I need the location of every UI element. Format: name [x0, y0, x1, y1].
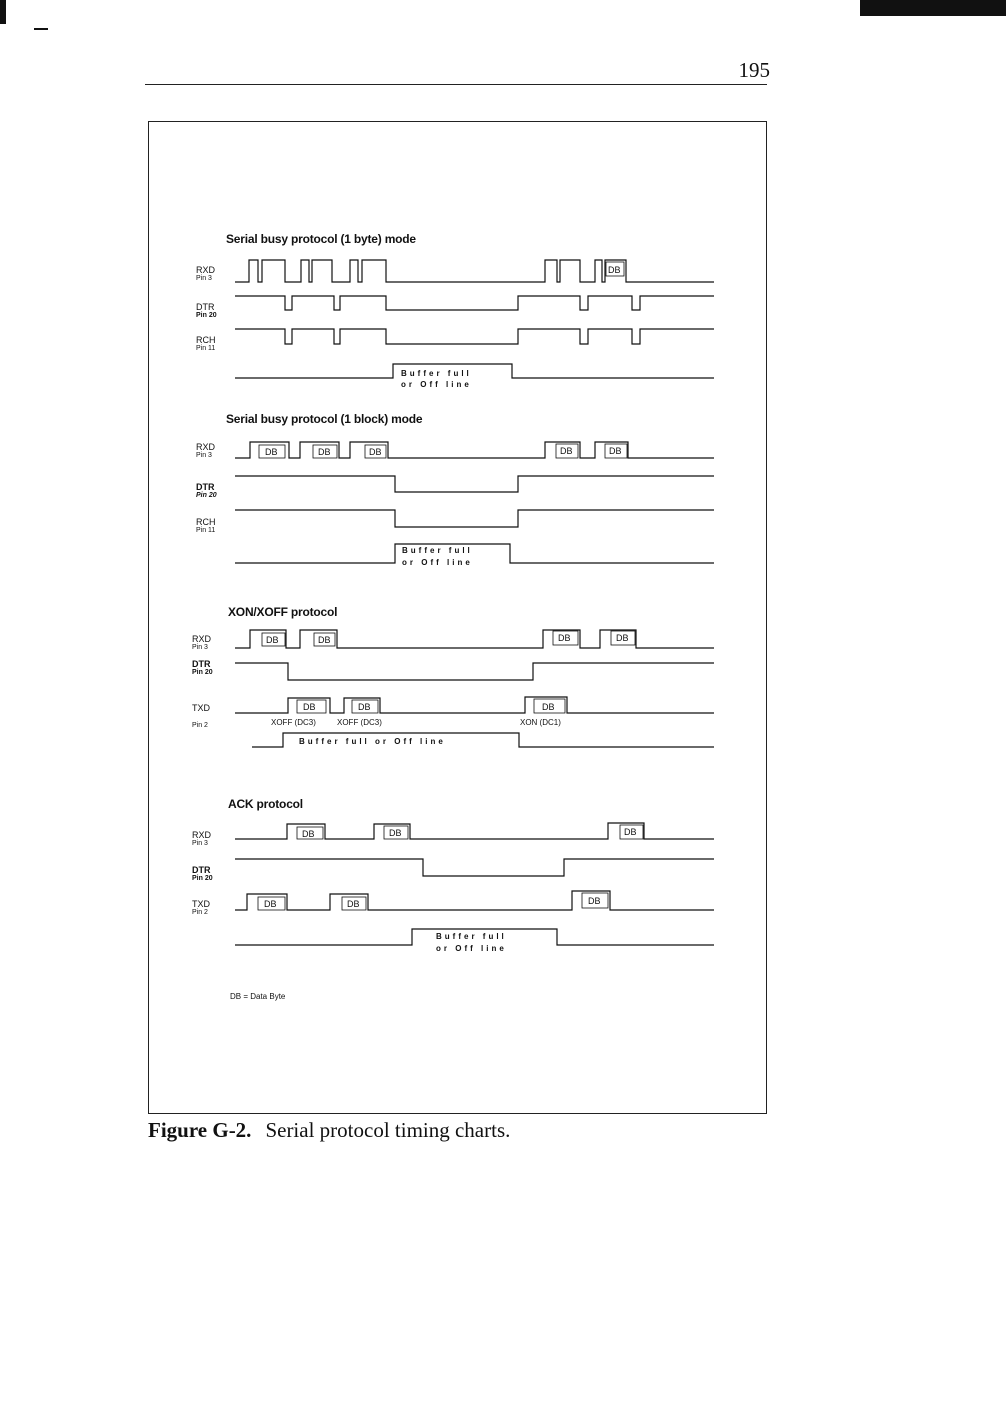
signal-name: RXD — [192, 634, 212, 644]
db-label: DB — [347, 899, 360, 909]
db-label: DB — [616, 633, 629, 643]
signal-name: RXD — [196, 442, 216, 452]
db-label: DB — [389, 828, 402, 838]
dtr-waveform — [235, 663, 714, 680]
rxd-waveform — [235, 442, 714, 458]
dtr-waveform — [235, 476, 714, 492]
buffer-text-1: Buffer full — [402, 546, 473, 555]
rch-waveform — [235, 329, 714, 344]
db-label: DB — [624, 827, 637, 837]
pin-label: Pin 20 — [192, 669, 213, 676]
pin-label: Pin 2 — [192, 722, 208, 729]
buffer-text: Buffer full or Off line — [299, 737, 446, 746]
pin-label: Pin 3 — [192, 840, 208, 847]
db-label: DB — [608, 265, 621, 275]
signal-name: DTR — [196, 482, 215, 492]
xoff-label-2: XOFF (DC3) — [337, 718, 382, 727]
dtr-waveform — [235, 859, 714, 876]
title-byte-mode: Serial busy protocol (1 byte) mode — [226, 232, 416, 246]
xon-xoff-diagram — [235, 630, 714, 747]
pin-label: Pin 3 — [192, 644, 208, 651]
db-label: DB — [318, 635, 331, 645]
buffer-text-2: or Off line — [402, 558, 473, 567]
pin-label: Pin 3 — [196, 275, 212, 282]
title-ack: ACK protocol — [228, 797, 303, 811]
pin-label: Pin 3 — [196, 452, 212, 459]
rch-waveform — [235, 510, 714, 527]
db-label: DB — [558, 633, 571, 643]
db-label: DB — [542, 702, 555, 712]
byte-mode-diagram — [235, 260, 714, 389]
rxd-waveform — [235, 260, 714, 282]
pin-label: Pin 11 — [196, 345, 216, 352]
buffer-text-1: Buffer full — [401, 369, 472, 378]
rxd-waveform — [235, 630, 714, 648]
signal-name: DTR — [196, 302, 215, 312]
xon-label: XON (DC1) — [520, 718, 561, 727]
signal-name: DTR — [192, 659, 211, 669]
buffer-text-2: or Off line — [401, 380, 472, 389]
db-label: DB — [358, 702, 371, 712]
caption-text: Serial protocol timing charts. — [265, 1118, 511, 1142]
pin-label: Pin 20 — [196, 492, 217, 499]
pin-label: Pin 20 — [196, 312, 217, 319]
db-label: DB — [560, 446, 573, 456]
pin-label: Pin 20 — [192, 875, 213, 882]
ack-diagram — [235, 823, 714, 953]
xoff-label-1: XOFF (DC3) — [271, 718, 316, 727]
footnote-db: DB = Data Byte — [230, 992, 286, 1001]
db-label: DB — [318, 447, 331, 457]
status-waveform — [235, 544, 714, 563]
pin-label: Pin 11 — [196, 527, 216, 534]
figure-caption — [148, 1118, 510, 1143]
buffer-text-2: or Off line — [436, 944, 507, 953]
signal-name: DTR — [192, 865, 211, 875]
db-label: DB — [302, 829, 315, 839]
db-label: DB — [609, 446, 622, 456]
db-label: DB — [265, 447, 278, 457]
page-number: 195 — [738, 58, 770, 82]
db-label: DB — [303, 702, 316, 712]
signal-name: RXD — [196, 265, 216, 275]
db-label: DB — [588, 896, 601, 906]
signal-name: RXD — [192, 830, 212, 840]
db-label: DB — [369, 447, 382, 457]
title-xon-xoff: XON/XOFF protocol — [228, 605, 338, 619]
caption-number: Figure G-2. — [148, 1118, 252, 1142]
signal-name: TXD — [192, 899, 210, 909]
signal-name: RCH — [196, 335, 216, 345]
signal-name: RCH — [196, 517, 216, 527]
dtr-waveform — [235, 296, 714, 310]
txd-waveform — [235, 891, 714, 910]
buffer-text-1: Buffer full — [436, 932, 507, 941]
db-label: DB — [266, 635, 279, 645]
title-block-mode: Serial busy protocol (1 block) mode — [226, 412, 423, 426]
pin-label: Pin 2 — [192, 909, 208, 916]
db-label: DB — [264, 899, 277, 909]
block-mode-diagram — [235, 442, 714, 567]
status-waveform — [235, 364, 714, 378]
signal-name: TXD — [192, 703, 210, 713]
